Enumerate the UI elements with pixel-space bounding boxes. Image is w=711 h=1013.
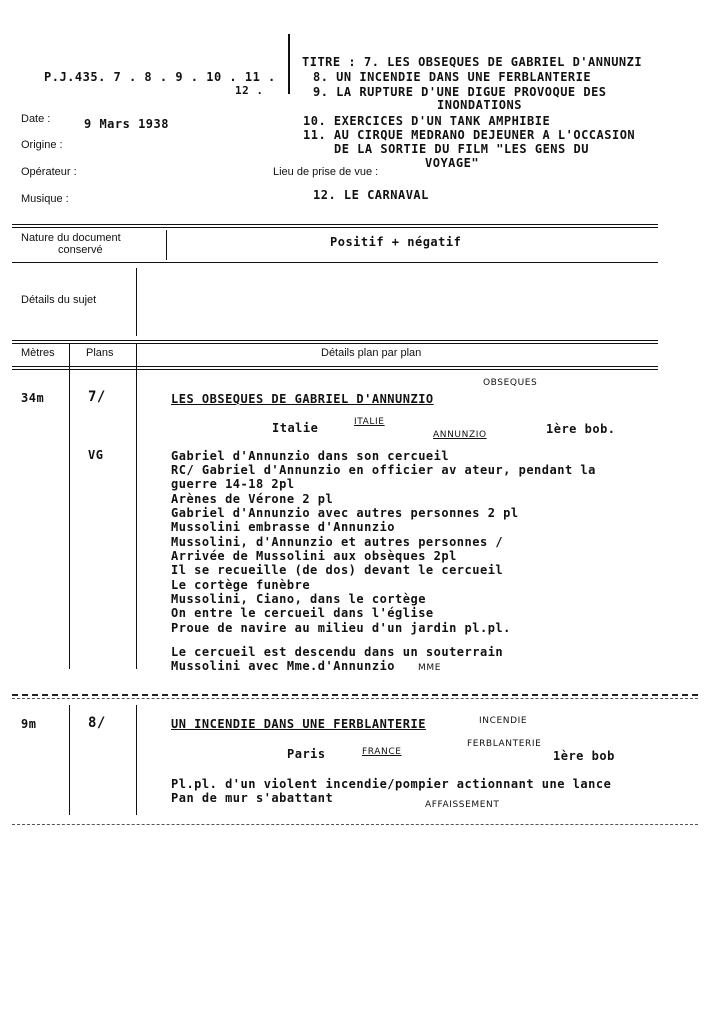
lieu-label: Lieu de prise de vue : xyxy=(273,166,379,178)
separator-2 xyxy=(12,262,658,263)
date-label: Date : xyxy=(21,113,51,125)
section2-hand-place: FRANCE xyxy=(362,747,402,757)
bottom-divider xyxy=(12,824,698,825)
section1-line: RC/ Gabriel d'Annunzio en officier av ateur, pendant la xyxy=(171,463,596,477)
col-divider-2 xyxy=(136,344,137,669)
title-line-7: DE LA SORTIE DU FILM "LES GENS DU xyxy=(334,142,589,156)
section1-line: Mussolini embrasse d'Annunzio xyxy=(171,520,396,534)
section1-line: Mussolini, d'Annunzio et autres personnes / xyxy=(171,535,504,549)
separator-1 xyxy=(12,224,658,225)
section1-line: Gabriel d'Annunzio avec autres personnes 2 pl xyxy=(171,506,519,520)
separator-3b xyxy=(12,343,658,344)
section2-hand-keyword: INCENDIE xyxy=(479,716,528,726)
section1-plan: 7/ xyxy=(88,389,106,405)
header-separator-b xyxy=(12,369,658,370)
title-line-8: VOYAGE" xyxy=(425,156,480,170)
section2-title: UN INCENDIE DANS UNE FERBLANTERIE xyxy=(171,717,426,731)
section1-hand-keyword: OBSEQUES xyxy=(483,378,538,388)
details-sujet-label: Détails du sujet xyxy=(21,294,97,306)
musique-label: Musique : xyxy=(21,193,69,205)
header-separator xyxy=(12,366,658,367)
section1-hand-mme: MME xyxy=(418,663,442,673)
section1-line: On entre le cercueil dans l'église xyxy=(171,606,434,620)
section1-line: Le cercueil est descendu dans un souterrain xyxy=(171,645,504,659)
col-divider-1b xyxy=(69,705,70,815)
header-plans: Plans xyxy=(86,347,114,359)
section1-line: Gabriel d'Annunzio dans son cercueil xyxy=(171,449,450,463)
title-line-4: INONDATIONS xyxy=(437,98,522,112)
section1-hand-name: ANNUNZIO xyxy=(433,430,487,440)
section1-line: Il se recueille (de dos) devant le cercueil xyxy=(171,563,504,577)
header-metres: Mètres xyxy=(21,347,55,359)
header-details: Détails plan par plan xyxy=(321,347,422,359)
title-label: TITRE : xyxy=(302,55,357,69)
section1-line: Proue de navire au milieu d'un jardin pl.pl. xyxy=(171,621,511,635)
section2-line: Pl.pl. d'un violent incendie/pompier actionnant une lance xyxy=(171,777,612,791)
section1-line: guerre 14-18 2pl xyxy=(171,477,295,491)
origine-label: Origine : xyxy=(21,139,63,151)
operateur-label: Opérateur : xyxy=(21,166,77,178)
section1-line: Mussolini avec Mme.d'Annunzio xyxy=(171,659,396,673)
title-line-2: 8. UN INCENDIE DANS UNE FERBLANTERIE xyxy=(313,70,592,84)
section1-title: LES OBSEQUES DE GABRIEL D'ANNUNZIO xyxy=(171,392,434,406)
nature-label-2: conservé xyxy=(58,244,103,256)
section1-place: Italie xyxy=(272,421,319,435)
section1-bob: 1ère bob. xyxy=(546,422,616,436)
section-divider xyxy=(12,694,698,696)
nature-divider xyxy=(166,230,167,260)
date-value: 9 Mars 1938 xyxy=(84,117,169,131)
reference-number: P.J.435. 7 . 8 . 9 . 10 . 11 . xyxy=(44,70,276,84)
section1-line: Arènes de Vérone 2 pl xyxy=(171,492,334,506)
section-divider-b xyxy=(12,698,698,699)
section1-metres: 34m xyxy=(21,391,45,405)
nature-label-1: Nature du document xyxy=(21,232,121,244)
section2-hand-note: AFFAISSEMENT xyxy=(425,800,500,810)
separator-3 xyxy=(12,340,658,341)
section2-place: Paris xyxy=(287,747,326,761)
title-line-1: 7. LES OBSEQUES DE GABRIEL D'ANNUNZI xyxy=(364,55,643,69)
title-divider xyxy=(288,34,290,94)
section1-line: Le cortège funèbre xyxy=(171,578,311,592)
details-divider xyxy=(136,268,137,336)
section2-metres: 9m xyxy=(21,717,37,731)
title-line-5: 10. EXERCICES D'UN TANK AMPHIBIE xyxy=(303,114,551,128)
col-divider-1 xyxy=(69,344,70,669)
section1-line: Mussolini, Ciano, dans le cortège xyxy=(171,592,426,606)
col-divider-2b xyxy=(136,705,137,815)
section2-line: Pan de mur s'abattant xyxy=(171,791,334,805)
section1-plan-type: VG xyxy=(88,448,104,462)
section1-hand-place: ITALIE xyxy=(354,417,385,427)
nature-value: Positif + négatif xyxy=(330,235,462,249)
title-line-12: 12. LE CARNAVAL xyxy=(313,188,429,202)
title-line-3: 9. LA RUPTURE D'UNE DIGUE PROVOQUE DES xyxy=(313,85,607,99)
section2-hand-keyword2: FERBLANTERIE xyxy=(467,739,542,749)
section1-line: Arrivée de Mussolini aux obsèques 2pl xyxy=(171,549,457,563)
title-line-6: 11. AU CIRQUE MEDRANO DEJEUNER A L'OCCASION xyxy=(303,128,636,142)
separator-1b xyxy=(12,227,658,228)
section2-plan: 8/ xyxy=(88,715,106,731)
section2-bob: 1ère bob xyxy=(553,749,615,763)
reference-number-sub: 12 . xyxy=(235,84,264,97)
